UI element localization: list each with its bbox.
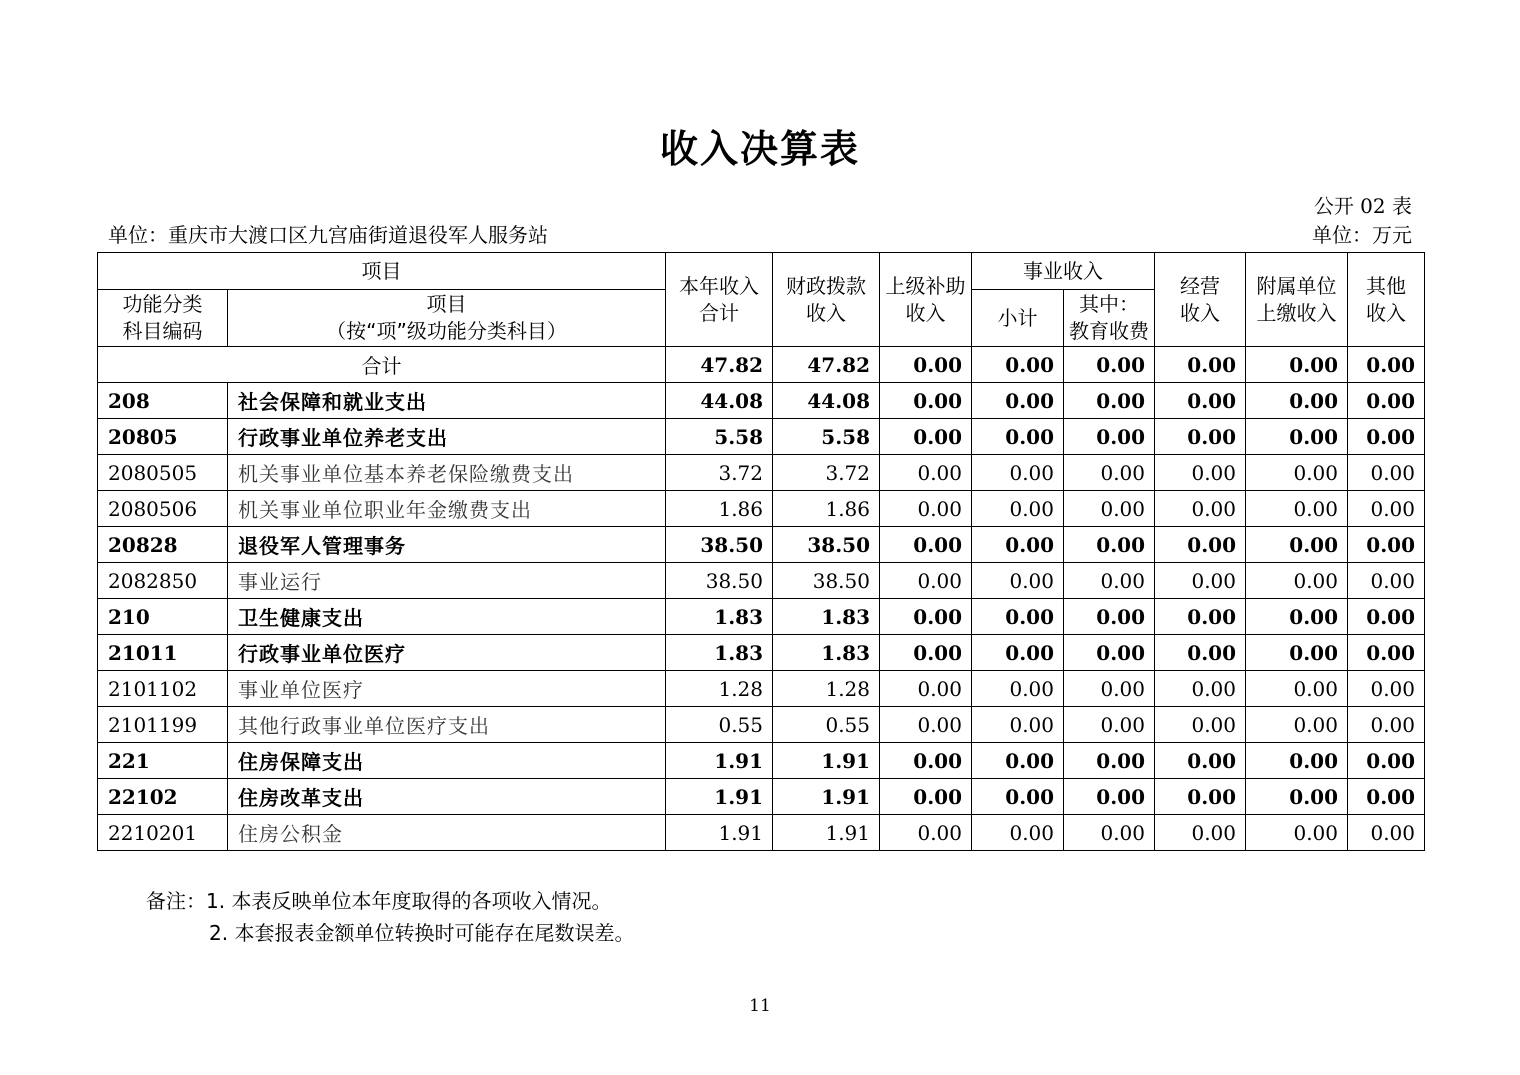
amount-cell: 0.00 — [1246, 599, 1348, 635]
amount-cell: 0.00 — [1246, 491, 1348, 527]
table-row — [98, 455, 1425, 491]
total-cell: 47.82 — [773, 347, 880, 383]
amount-cell: 38.50 — [773, 563, 880, 599]
item-name-cell: 住房改革支出 — [228, 779, 666, 815]
amount-cell: 1.28 — [773, 671, 880, 707]
total-cell: 47.82 — [666, 347, 773, 383]
amount-cell: 0.55 — [666, 707, 773, 743]
header-education-fees: 其中： 教育收费 — [1064, 290, 1155, 347]
amount-cell: 0.00 — [1155, 491, 1246, 527]
amount-cell: 0.00 — [1348, 419, 1425, 455]
amount-cell: 38.50 — [773, 527, 880, 563]
amount-cell: 0.00 — [972, 815, 1064, 851]
amount-cell: 1.86 — [773, 491, 880, 527]
amount-cell: 0.00 — [1064, 779, 1155, 815]
amount-cell: 0.00 — [1155, 419, 1246, 455]
amount-cell: 0.00 — [1246, 455, 1348, 491]
amount-cell: 0.00 — [880, 491, 972, 527]
amount-cell: 1.91 — [773, 815, 880, 851]
header-superior-subsidy: 上级补助 收入 — [880, 253, 972, 347]
total-cell: 0.00 — [1348, 347, 1425, 383]
function-code-cell: 21011 — [98, 635, 228, 671]
amount-cell: 1.83 — [773, 635, 880, 671]
amount-cell: 0.00 — [1155, 743, 1246, 779]
amount-cell: 0.00 — [1064, 815, 1155, 851]
item-name-cell: 行政事业单位养老支出 — [228, 419, 666, 455]
function-code-cell: 2080506 — [98, 491, 228, 527]
function-code-cell: 2080505 — [98, 455, 228, 491]
amount-cell: 1.28 — [666, 671, 773, 707]
amount-cell: 0.00 — [880, 563, 972, 599]
amount-cell: 0.00 — [1348, 779, 1425, 815]
amount-cell: 0.00 — [972, 743, 1064, 779]
notes — [146, 885, 634, 949]
amount-cell: 0.00 — [1246, 383, 1348, 419]
amount-cell: 0.00 — [1348, 383, 1425, 419]
amount-cell: 0.00 — [880, 635, 972, 671]
amount-cell: 38.50 — [666, 527, 773, 563]
amount-cell: 1.83 — [773, 599, 880, 635]
amount-cell: 0.00 — [880, 383, 972, 419]
amount-cell: 0.00 — [1064, 743, 1155, 779]
amount-cell: 0.00 — [1064, 527, 1155, 563]
amount-cell: 0.00 — [1155, 815, 1246, 851]
currency-unit: 单位：万元 — [1312, 223, 1412, 247]
amount-cell: 0.00 — [880, 743, 972, 779]
function-code-cell: 22102 — [98, 779, 228, 815]
amount-cell: 0.00 — [1155, 527, 1246, 563]
amount-cell: 0.00 — [1064, 455, 1155, 491]
header-subtotal: 小计 — [972, 290, 1064, 347]
note-line-1: 备注：1. 本表反映单位本年度取得的各项收入情况。 — [146, 889, 612, 913]
amount-cell: 44.08 — [666, 383, 773, 419]
amount-cell: 0.00 — [1155, 671, 1246, 707]
table-row — [98, 563, 1425, 599]
page-number: 11 — [749, 996, 771, 1016]
function-code-cell: 20828 — [98, 527, 228, 563]
amount-cell: 1.91 — [666, 779, 773, 815]
amount-cell: 0.00 — [1064, 491, 1155, 527]
amount-cell: 0.00 — [972, 671, 1064, 707]
item-name-cell: 退役军人管理事务 — [228, 527, 666, 563]
item-name-cell: 住房保障支出 — [228, 743, 666, 779]
amount-cell: 0.00 — [1064, 707, 1155, 743]
amount-cell: 0.00 — [972, 599, 1064, 635]
document-title: 收入决算表 — [659, 127, 860, 171]
amount-cell: 0.00 — [1155, 707, 1246, 743]
table-row — [98, 491, 1425, 527]
amount-cell: 3.72 — [773, 455, 880, 491]
amount-cell: 0.00 — [1348, 599, 1425, 635]
item-name-cell: 机关事业单位职业年金缴费支出 — [228, 491, 666, 527]
amount-cell: 0.00 — [972, 383, 1064, 419]
header-project: 项目 — [98, 253, 666, 290]
amount-cell: 1.91 — [666, 815, 773, 851]
amount-cell: 0.00 — [972, 527, 1064, 563]
amount-cell: 0.00 — [1246, 743, 1348, 779]
total-cell: 0.00 — [1246, 347, 1348, 383]
function-code-cell: 221 — [98, 743, 228, 779]
item-name-cell: 卫生健康支出 — [228, 599, 666, 635]
header-operating-income: 经营 收入 — [1155, 253, 1246, 347]
amount-cell: 0.00 — [972, 455, 1064, 491]
header-affiliated-income: 附属单位 上缴收入 — [1246, 253, 1348, 347]
table-row — [98, 599, 1425, 635]
amount-cell: 0.00 — [880, 815, 972, 851]
item-name-cell: 住房公积金 — [228, 815, 666, 851]
header-other-income: 其他 收入 — [1348, 253, 1425, 347]
amount-cell: 0.00 — [972, 419, 1064, 455]
amount-cell: 0.00 — [1064, 563, 1155, 599]
amount-cell: 0.00 — [880, 779, 972, 815]
function-code-cell: 210 — [98, 599, 228, 635]
table-row — [98, 779, 1425, 815]
amount-cell: 0.00 — [1155, 599, 1246, 635]
function-code-cell: 2101102 — [98, 671, 228, 707]
function-code-cell: 2082850 — [98, 563, 228, 599]
amount-cell: 0.00 — [1155, 383, 1246, 419]
amount-cell: 0.00 — [1348, 815, 1425, 851]
amount-cell: 0.00 — [880, 527, 972, 563]
amount-cell: 1.91 — [773, 743, 880, 779]
total-row — [98, 347, 1425, 383]
header-business-income: 事业收入 — [972, 253, 1155, 290]
amount-cell: 0.00 — [880, 707, 972, 743]
amount-cell: 0.00 — [1348, 491, 1425, 527]
table-row — [98, 383, 1425, 419]
header-function-code: 功能分类 科目编码 — [98, 290, 228, 347]
amount-cell: 1.91 — [666, 743, 773, 779]
amount-cell: 1.86 — [666, 491, 773, 527]
form-number: 公开 02 表 — [1313, 194, 1412, 218]
item-name-cell: 其他行政事业单位医疗支出 — [228, 707, 666, 743]
amount-cell: 0.00 — [1155, 635, 1246, 671]
amount-cell: 0.00 — [1348, 635, 1425, 671]
function-code-cell: 2210201 — [98, 815, 228, 851]
amount-cell: 0.55 — [773, 707, 880, 743]
total-cell: 0.00 — [880, 347, 972, 383]
header-total-income: 本年收入 合计 — [666, 253, 773, 347]
item-name-cell: 事业运行 — [228, 563, 666, 599]
item-name-cell: 社会保障和就业支出 — [228, 383, 666, 419]
table-row — [98, 419, 1425, 455]
function-code-cell: 20805 — [98, 419, 228, 455]
amount-cell: 0.00 — [880, 671, 972, 707]
amount-cell: 0.00 — [1246, 815, 1348, 851]
amount-cell: 3.72 — [666, 455, 773, 491]
amount-cell: 38.50 — [666, 563, 773, 599]
table-row — [98, 635, 1425, 671]
amount-cell: 5.58 — [666, 419, 773, 455]
total-cell: 0.00 — [1064, 347, 1155, 383]
amount-cell: 0.00 — [1246, 635, 1348, 671]
total-label: 合计 — [98, 347, 666, 383]
header-item-name: 项目 （按“项”级功能分类科目） — [228, 290, 666, 347]
function-code-cell: 2101199 — [98, 707, 228, 743]
amount-cell: 0.00 — [972, 707, 1064, 743]
item-name-cell: 行政事业单位医疗 — [228, 635, 666, 671]
amount-cell: 0.00 — [1246, 527, 1348, 563]
amount-cell: 0.00 — [1155, 455, 1246, 491]
function-code-cell: 208 — [98, 383, 228, 419]
amount-cell: 0.00 — [972, 491, 1064, 527]
amount-cell: 0.00 — [880, 599, 972, 635]
table-row — [98, 707, 1425, 743]
amount-cell: 0.00 — [1064, 383, 1155, 419]
amount-cell: 0.00 — [972, 779, 1064, 815]
amount-cell: 0.00 — [1348, 563, 1425, 599]
amount-cell: 0.00 — [880, 419, 972, 455]
amount-cell: 1.83 — [666, 599, 773, 635]
amount-cell: 0.00 — [1155, 563, 1246, 599]
note-line-2: 2. 本套报表金额单位转换时可能存在尾数误差。 — [209, 921, 635, 945]
total-cell: 0.00 — [1155, 347, 1246, 383]
table-row — [98, 527, 1425, 563]
amount-cell: 1.91 — [773, 779, 880, 815]
amount-cell: 0.00 — [1064, 635, 1155, 671]
amount-cell: 0.00 — [1246, 779, 1348, 815]
amount-cell: 0.00 — [1155, 779, 1246, 815]
amount-cell: 0.00 — [1348, 455, 1425, 491]
amount-cell: 0.00 — [1064, 419, 1155, 455]
amount-cell: 0.00 — [1348, 707, 1425, 743]
table-row — [98, 815, 1425, 851]
income-statement-table — [97, 252, 1425, 851]
total-cell: 0.00 — [972, 347, 1064, 383]
amount-cell: 1.83 — [666, 635, 773, 671]
amount-cell: 0.00 — [1348, 527, 1425, 563]
amount-cell: 0.00 — [1348, 671, 1425, 707]
table-row — [98, 743, 1425, 779]
amount-cell: 0.00 — [1064, 599, 1155, 635]
item-name-cell: 事业单位医疗 — [228, 671, 666, 707]
amount-cell: 0.00 — [1246, 707, 1348, 743]
amount-cell: 0.00 — [972, 563, 1064, 599]
amount-cell: 0.00 — [972, 635, 1064, 671]
amount-cell: 0.00 — [1246, 671, 1348, 707]
amount-cell: 0.00 — [880, 455, 972, 491]
header-fiscal-income: 财政拨款 收入 — [773, 253, 880, 347]
amount-cell: 44.08 — [773, 383, 880, 419]
table-row — [98, 671, 1425, 707]
item-name-cell: 机关事业单位基本养老保险缴费支出 — [228, 455, 666, 491]
amount-cell: 0.00 — [1064, 671, 1155, 707]
amount-cell: 0.00 — [1246, 419, 1348, 455]
amount-cell: 0.00 — [1246, 563, 1348, 599]
reporting-unit: 单位：重庆市大渡口区九宫庙街道退役军人服务站 — [108, 223, 548, 247]
amount-cell: 0.00 — [1348, 743, 1425, 779]
amount-cell: 5.58 — [773, 419, 880, 455]
